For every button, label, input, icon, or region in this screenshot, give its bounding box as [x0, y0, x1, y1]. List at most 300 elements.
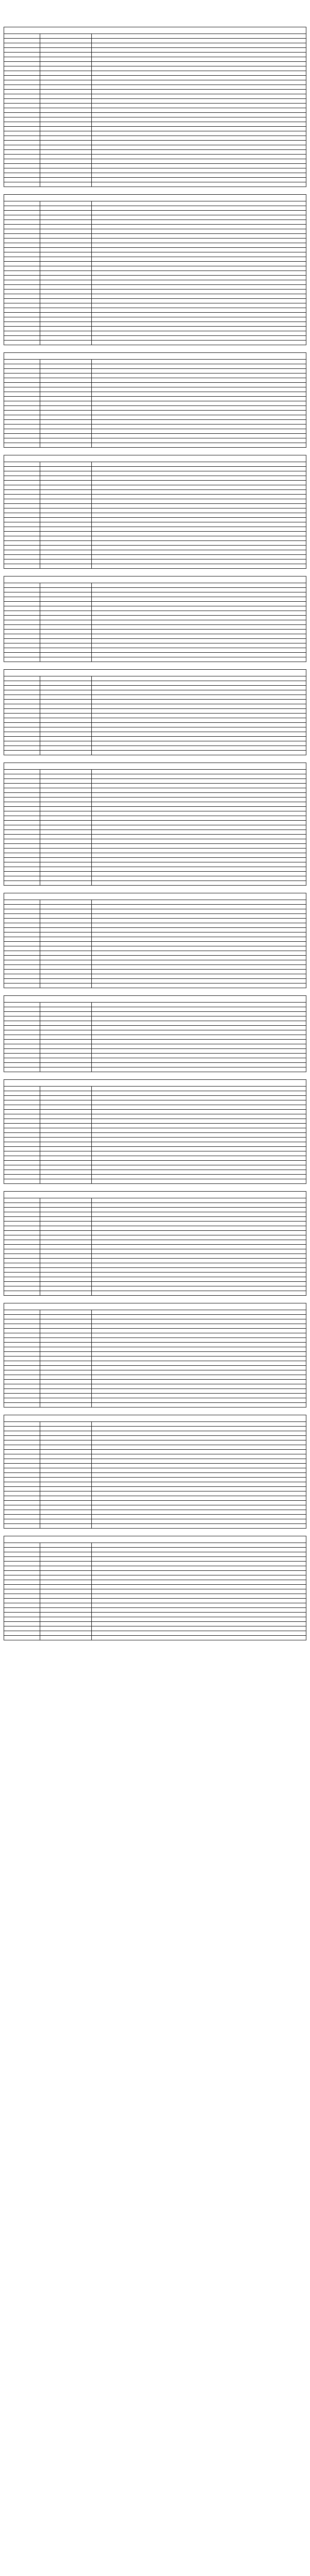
street-cell [4, 1389, 40, 1394]
street-header [4, 360, 40, 364]
street-cell [4, 182, 40, 187]
details-cell [91, 117, 306, 122]
area-cell [40, 406, 92, 411]
details-cell [91, 1100, 306, 1105]
street-cell [4, 1119, 40, 1124]
details-cell [91, 681, 306, 686]
table-row [4, 331, 306, 336]
street-cell [4, 1366, 40, 1370]
street-cell [4, 341, 40, 345]
table-row [4, 686, 306, 690]
street-cell [4, 825, 40, 830]
table-row [4, 1128, 306, 1133]
details-cell [91, 243, 306, 248]
street-cell [4, 322, 40, 327]
table-row [4, 560, 306, 564]
details-cell [91, 732, 306, 737]
table-row [4, 1286, 306, 1291]
details-cell [91, 378, 306, 383]
details-cell [91, 1445, 306, 1450]
area-cell [40, 816, 92, 821]
area-cell [40, 1049, 92, 1054]
street-cell [4, 695, 40, 700]
details-cell [91, 560, 306, 564]
table-row [4, 746, 306, 751]
area-cell [40, 858, 92, 862]
street-cell [4, 420, 40, 425]
table-row [4, 979, 306, 984]
street-cell [4, 262, 40, 266]
details-cell [91, 1370, 306, 1375]
details-cell [91, 695, 306, 700]
details-cell [91, 970, 306, 974]
street-cell [4, 504, 40, 509]
details-cell [91, 1231, 306, 1235]
table-row [4, 793, 306, 798]
street-cell [4, 490, 40, 495]
area-cell [40, 1440, 92, 1445]
street-cell [4, 220, 40, 225]
details-cell [91, 1329, 306, 1333]
area-cell [40, 90, 92, 94]
school-phone [199, 27, 303, 33]
details-header [91, 1422, 306, 1427]
street-cell [4, 1128, 40, 1133]
street-cell [4, 509, 40, 513]
table-row [4, 266, 306, 271]
table-row [4, 443, 306, 448]
details-cell [91, 1352, 306, 1357]
street-cell [4, 387, 40, 392]
street-cell [4, 1165, 40, 1170]
table-row [4, 1319, 306, 1324]
area-cell [40, 1366, 92, 1370]
area-cell [40, 308, 92, 313]
street-cell [4, 723, 40, 727]
table-row [4, 858, 306, 862]
table-row [4, 1492, 306, 1496]
area-cell [40, 532, 92, 536]
area-cell [40, 1240, 92, 1245]
table-row [4, 909, 306, 914]
area-cell [40, 1589, 92, 1594]
table-row [4, 104, 306, 108]
street-cell [4, 136, 40, 141]
street-cell [4, 1454, 40, 1459]
school-name [7, 893, 111, 900]
street-cell [4, 1626, 40, 1631]
table-row [4, 182, 306, 187]
area-cell [40, 960, 92, 965]
area-cell [40, 1249, 92, 1254]
street-cell [4, 378, 40, 383]
area-cell [40, 1138, 92, 1142]
details-cell [91, 751, 306, 755]
table-row [4, 131, 306, 136]
area-cell [40, 145, 92, 150]
details-cell [91, 1575, 306, 1580]
area-header [40, 1003, 92, 1007]
details-cell [91, 634, 306, 639]
area-cell [40, 807, 92, 811]
area-cell [40, 499, 92, 504]
school-phone [199, 763, 303, 769]
details-cell [91, 364, 306, 369]
school-section [4, 1303, 306, 1408]
details-cell [91, 1622, 306, 1626]
details-cell [91, 1175, 306, 1179]
area-cell [40, 1380, 92, 1384]
street-cell [4, 266, 40, 271]
street-cell [4, 602, 40, 606]
table-row [4, 374, 306, 378]
area-cell [40, 1133, 92, 1138]
area-cell [40, 211, 92, 215]
details-cell [91, 933, 306, 937]
table-row [4, 1370, 306, 1375]
table-row [4, 276, 306, 280]
street-cell [4, 1324, 40, 1329]
street-cell [4, 541, 40, 546]
school-section [4, 1191, 306, 1296]
area-cell [40, 1622, 92, 1626]
street-cell [4, 122, 40, 127]
table-row [4, 122, 306, 127]
street-cell [4, 1096, 40, 1100]
details-cell [91, 429, 306, 434]
details-cell [91, 1063, 306, 1067]
details-cell [91, 1161, 306, 1165]
area-cell [40, 1021, 92, 1026]
details-cell [91, 1427, 306, 1431]
table-row [4, 951, 306, 956]
street-cell [4, 1100, 40, 1105]
table-row [4, 215, 306, 220]
street-cell [4, 313, 40, 317]
table-row [4, 90, 306, 94]
area-cell [40, 1557, 92, 1562]
school-header [4, 1415, 306, 1421]
area-cell [40, 732, 92, 737]
details-header [91, 770, 306, 774]
street-cell [4, 844, 40, 849]
table-row [4, 1501, 306, 1505]
address-table [4, 33, 306, 187]
area-cell [40, 821, 92, 825]
street-cell [4, 1222, 40, 1226]
area-cell [40, 1548, 92, 1552]
details-cell [91, 317, 306, 322]
table-row [4, 1212, 306, 1217]
table-row [4, 1044, 306, 1049]
street-cell [4, 1566, 40, 1571]
details-cell [91, 723, 306, 727]
details-cell [91, 639, 306, 643]
street-cell [4, 1608, 40, 1613]
table-row [4, 39, 306, 43]
street-cell [4, 835, 40, 839]
table-header-row [4, 1310, 306, 1315]
area-cell [40, 225, 92, 229]
street-cell [4, 597, 40, 602]
school-contact [111, 1192, 199, 1198]
table-row [4, 653, 306, 657]
street-cell [4, 1594, 40, 1599]
details-cell [91, 1245, 306, 1249]
details-cell [91, 779, 306, 784]
street-cell [4, 639, 40, 643]
street-cell [4, 700, 40, 704]
table-row [4, 1096, 306, 1100]
street-cell [4, 933, 40, 937]
table-row [4, 1282, 306, 1286]
details-cell [91, 597, 306, 602]
street-cell [4, 1016, 40, 1021]
details-cell [91, 401, 306, 406]
table-row [4, 788, 306, 793]
area-cell [40, 681, 92, 686]
details-cell [91, 1007, 306, 1012]
street-cell [4, 1203, 40, 1208]
table-header-row [4, 583, 306, 588]
area-cell [40, 648, 92, 653]
area-header [40, 1543, 92, 1548]
details-cell [91, 788, 306, 793]
school-section [4, 1536, 306, 1640]
area-cell [40, 257, 92, 262]
details-cell [91, 909, 306, 914]
details-cell [91, 485, 306, 490]
area-cell [40, 956, 92, 960]
street-cell [4, 946, 40, 951]
area-cell [40, 536, 92, 541]
table-row [4, 1063, 306, 1067]
table-row [4, 1222, 306, 1226]
table-row [4, 1473, 306, 1478]
table-row [4, 1291, 306, 1296]
table-row [4, 648, 306, 653]
table-header-row [4, 1422, 306, 1427]
street-cell [4, 471, 40, 476]
area-cell [40, 1054, 92, 1058]
table-row [4, 1329, 306, 1333]
table-row [4, 211, 306, 215]
street-cell [4, 616, 40, 620]
street-cell [4, 76, 40, 80]
details-cell [91, 1389, 306, 1394]
details-cell [91, 546, 306, 550]
details-cell [91, 862, 306, 867]
area-cell [40, 1459, 92, 1464]
area-cell [40, 1124, 92, 1128]
table-header-row [4, 462, 306, 467]
details-cell [91, 1613, 306, 1617]
table-row [4, 150, 306, 155]
street-cell [4, 425, 40, 429]
table-row [4, 718, 306, 723]
table-row [4, 611, 306, 616]
details-cell [91, 43, 306, 48]
details-cell [91, 1208, 306, 1212]
table-row [4, 471, 306, 476]
street-cell [4, 481, 40, 485]
details-cell [91, 1636, 306, 1640]
details-cell [91, 1398, 306, 1403]
area-cell [40, 686, 92, 690]
details-cell [91, 616, 306, 620]
details-cell [91, 234, 306, 239]
street-cell [4, 299, 40, 303]
street-cell [4, 117, 40, 122]
details-cell [91, 108, 306, 113]
table-row [4, 1268, 306, 1273]
street-cell [4, 686, 40, 690]
street-cell [4, 85, 40, 90]
details-cell [91, 1552, 306, 1557]
street-cell [4, 467, 40, 471]
area-cell [40, 737, 92, 741]
details-cell [91, 1179, 306, 1184]
area-cell [40, 509, 92, 513]
school-header [4, 352, 306, 359]
area-cell [40, 1431, 92, 1436]
details-cell [91, 85, 306, 90]
area-cell [40, 178, 92, 182]
area-cell [40, 229, 92, 234]
address-table [4, 1310, 306, 1408]
details-cell [91, 211, 306, 215]
area-cell [40, 1384, 92, 1389]
details-cell [91, 504, 306, 509]
school-phone [199, 893, 303, 900]
details-cell [91, 1286, 306, 1291]
school-phone [199, 195, 303, 201]
street-cell [4, 1105, 40, 1110]
street-cell [4, 155, 40, 159]
area-cell [40, 853, 92, 858]
school-phone [199, 996, 303, 1002]
details-cell [91, 1608, 306, 1613]
area-cell [40, 616, 92, 620]
area-cell [40, 1594, 92, 1599]
details-cell [91, 746, 306, 751]
area-cell [40, 1375, 92, 1380]
street-cell [4, 1040, 40, 1044]
table-row [4, 1548, 306, 1552]
address-table [4, 900, 306, 988]
street-cell [4, 485, 40, 490]
school-section [4, 1079, 306, 1184]
table-row [4, 499, 306, 504]
area-cell [40, 1161, 92, 1165]
details-cell [91, 490, 306, 495]
street-cell [4, 178, 40, 182]
street-cell [4, 1552, 40, 1557]
school-name [7, 763, 111, 769]
table-row [4, 234, 306, 239]
area-cell [40, 1436, 92, 1440]
details-cell [91, 1366, 306, 1370]
area-cell [40, 611, 92, 616]
table-row [4, 1324, 306, 1329]
details-cell [91, 1249, 306, 1254]
table-row [4, 681, 306, 686]
table-row [4, 592, 306, 597]
school-name [7, 577, 111, 583]
area-cell [40, 979, 92, 984]
table-row [4, 714, 306, 718]
details-header [91, 1543, 306, 1548]
school-section [4, 1415, 306, 1529]
address-table [4, 1086, 306, 1184]
details-cell [91, 499, 306, 504]
area-cell [40, 1501, 92, 1505]
street-cell [4, 1268, 40, 1273]
area-header [40, 676, 92, 681]
table-row [4, 690, 306, 695]
area-header [40, 462, 92, 467]
table-row [4, 155, 306, 159]
details-cell [91, 1450, 306, 1454]
street-cell [4, 807, 40, 811]
street-cell [4, 99, 40, 104]
street-cell [4, 1026, 40, 1030]
details-cell [91, 1147, 306, 1151]
details-cell [91, 225, 306, 229]
table-row [4, 937, 306, 942]
table-row [4, 970, 306, 974]
table-row [4, 1245, 306, 1249]
area-cell [40, 1519, 92, 1524]
street-cell [4, 788, 40, 793]
table-row [4, 1482, 306, 1487]
street-cell [4, 779, 40, 784]
street-cell [4, 714, 40, 718]
area-cell [40, 867, 92, 872]
area-cell [40, 1403, 92, 1408]
details-cell [91, 737, 306, 741]
table-row [4, 532, 306, 536]
street-cell [4, 732, 40, 737]
details-cell [91, 248, 306, 252]
table-row [4, 546, 306, 550]
table-row [4, 830, 306, 835]
details-cell [91, 471, 306, 476]
street-cell [4, 1286, 40, 1291]
area-cell [40, 933, 92, 937]
details-header [91, 676, 306, 681]
street-cell [4, 317, 40, 322]
details-cell [91, 53, 306, 57]
area-cell [40, 1259, 92, 1263]
area-cell [40, 66, 92, 71]
street-header [4, 1422, 40, 1427]
area-cell [40, 923, 92, 928]
details-cell [91, 1096, 306, 1100]
details-cell [91, 625, 306, 630]
table-row [4, 53, 306, 57]
street-cell [4, 588, 40, 592]
area-cell [40, 657, 92, 662]
street-cell [4, 527, 40, 532]
details-cell [91, 1165, 306, 1170]
area-cell [40, 1496, 92, 1501]
school-header [4, 1191, 306, 1198]
table-row [4, 1203, 306, 1208]
street-cell [4, 229, 40, 234]
street-cell [4, 555, 40, 560]
details-cell [91, 872, 306, 876]
